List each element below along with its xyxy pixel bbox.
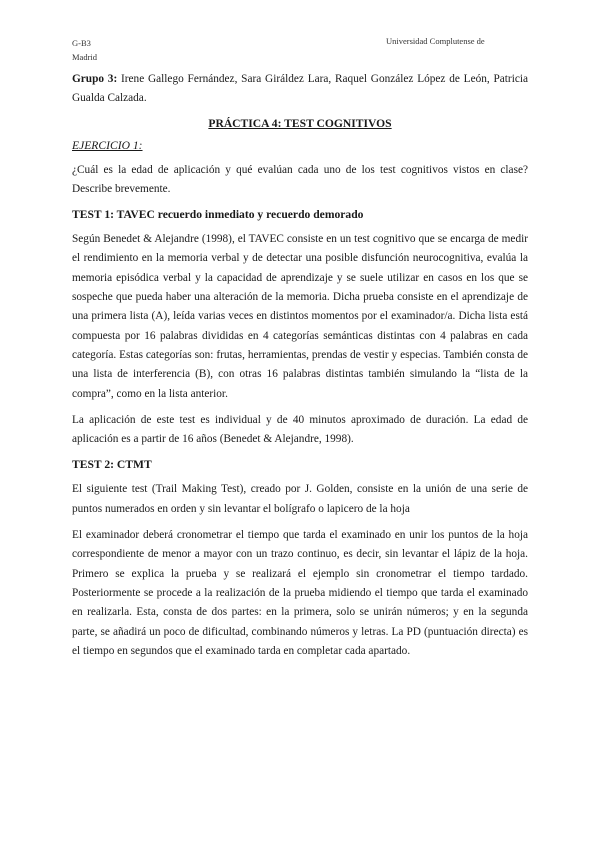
group-members xyxy=(72,70,528,109)
test2-paragraph-1: El siguiente test (Trail Making Test), creado por J. Golden, consiste en la unión de una serie de puntos numerados en orden y sin levantar el bolígrafo o lapicero de la hoja xyxy=(72,483,528,515)
group-names: Irene Gallego Fernández, Sara Giráldez Lara, Raquel González López de León, Patricia Gualda Calzada. xyxy=(72,73,529,105)
header-city: Madrid xyxy=(72,52,98,62)
exercise-label: EJERCICIO 1: xyxy=(72,138,143,152)
group-label: Grupo 3: xyxy=(72,73,118,85)
test1-paragraph-2: La aplicación de este test es individual y de 40 minutos aproximado de duración. La edad de aplicación es a partir de 16 años (Benedet & Alejandre, 1998). xyxy=(72,413,528,446)
test1-paragraph-1: Según Benedet & Alejandre (1998), el TAVEC consiste en un test cognitivo que se encarga de medir el rendimiento en la memoria verbal y de detectar una posible disfunción neurocognitiva, evalúa la memoria episódica verbal y la capacidad de aprendizaje y se suele utilizar en casos en los que se sospeche que pueda haber una alteración de la memoria. Dicha prueba consiste en el aprendizaje de una primera lista (A), leída varias veces en distintos momentos por el examinador/a. Dicha lista está compuesta por 16 palabras divididas en 4 categorías semánticas distintas con 4 palabras en cada categoría. Estas categorías son: frutas, herramientas, prendas de vestir y especias. También consta de una lista de interferencia (B), con otras 16 palabras distintas también simulando la “lista de la compra”, como en la lista anterior. xyxy=(72,233,528,400)
exercise-question: ¿Cuál es la edad de aplicación y qué evalúan cada uno de los test cognitivos vistos en clase? Describe brevemente. xyxy=(72,163,528,195)
document-body xyxy=(72,70,528,668)
test2-paragraph-2: El examinador deberá cronometrar el tiempo que tarda el examinado en unir los puntos de la hoja correspondiente de menor a mayor con un trazo continuo, es decir, sin levantar el lápiz de la hoja. Primero se explica la prueba y se realizará el ejemplo sin cronometrar el tiempo tardado. Posteriormente se procede a la realización de la prueba midiendo el tiempo que tarda el examinado en realizarla. Esta, consta de dos partes: en la primera, solo se unirán números; y en la segunda parte, se añadirá un poco de dificultad, combinando números y letras. La PD (puntuación directa) es el tiempo en segundos que el examinado tarda en completar cada apartado. xyxy=(72,529,528,657)
header-left xyxy=(72,36,97,64)
page-title: PRÁCTICA 4: TEST COGNITIVOS xyxy=(208,116,392,130)
test2-heading: TEST 2: CTMT xyxy=(72,458,152,472)
header-group-code: G-B3 xyxy=(72,38,91,48)
test1-heading: TEST 1: TAVEC recuerdo inmediato y recuerdo demorado xyxy=(72,208,364,222)
header-university: Universidad Complutense de xyxy=(386,36,485,46)
